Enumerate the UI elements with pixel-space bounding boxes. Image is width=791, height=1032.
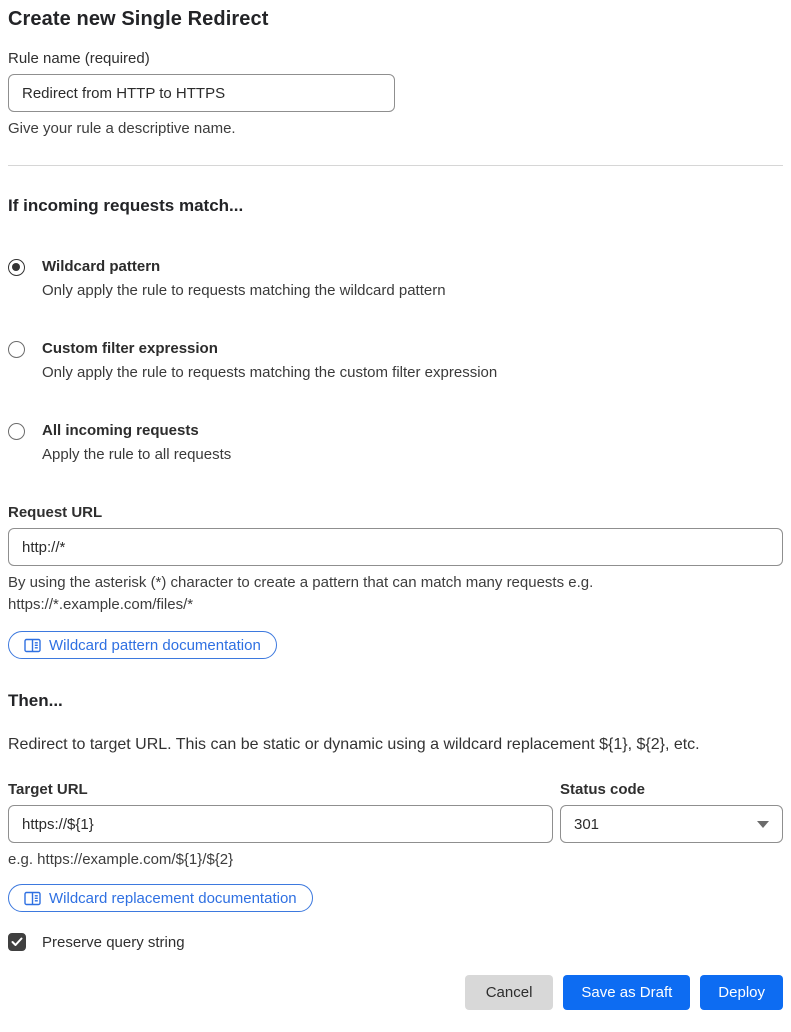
target-url-input[interactable] bbox=[8, 805, 553, 843]
section-divider bbox=[8, 165, 783, 166]
checkbox-icon[interactable] bbox=[8, 933, 26, 951]
doc-button-label: Wildcard pattern documentation bbox=[49, 636, 261, 654]
checkmark-icon bbox=[11, 937, 23, 947]
radio-icon[interactable] bbox=[8, 341, 25, 358]
book-open-icon bbox=[24, 891, 41, 906]
cancel-button[interactable]: Cancel bbox=[465, 975, 554, 1010]
match-section-heading: If incoming requests match... bbox=[8, 196, 244, 215]
wildcard-replacement-doc-button[interactable] bbox=[8, 884, 313, 912]
status-code-value: 301 bbox=[574, 815, 600, 833]
radio-option-description: Only apply the rule to requests matching the custom filter expression bbox=[42, 364, 498, 381]
then-section-heading: Then... bbox=[8, 691, 63, 710]
radio-option-label: Custom filter expression bbox=[42, 340, 218, 357]
radio-option-wildcard-pattern[interactable] bbox=[8, 256, 783, 301]
page-title: Create new Single Redirect bbox=[8, 8, 269, 30]
preserve-query-row[interactable] bbox=[8, 933, 783, 951]
radio-icon[interactable] bbox=[8, 259, 25, 276]
target-url-help: e.g. https://example.com/${1}/${2} bbox=[8, 851, 234, 868]
deploy-button[interactable]: Deploy bbox=[700, 975, 783, 1010]
radio-option-label: All incoming requests bbox=[42, 422, 199, 439]
radio-option-label: Wildcard pattern bbox=[42, 258, 161, 275]
status-code-select[interactable] bbox=[560, 805, 783, 843]
doc-button-label: Wildcard replacement documentation bbox=[49, 889, 297, 907]
radio-option-custom-filter[interactable] bbox=[8, 338, 783, 383]
radio-icon[interactable] bbox=[8, 423, 25, 440]
radio-option-all-requests[interactable] bbox=[8, 420, 783, 465]
radio-option-description: Apply the rule to all requests bbox=[42, 446, 232, 463]
status-code-label: Status code bbox=[560, 781, 646, 798]
rule-name-input[interactable] bbox=[8, 74, 395, 112]
request-url-input[interactable] bbox=[8, 528, 783, 566]
request-url-label: Request URL bbox=[8, 504, 103, 521]
preserve-query-label: Preserve query string bbox=[42, 933, 185, 951]
book-open-icon bbox=[24, 638, 41, 653]
rule-name-label: Rule name (required) bbox=[8, 50, 150, 67]
form-actions bbox=[8, 975, 783, 1010]
wildcard-pattern-doc-button[interactable] bbox=[8, 631, 277, 659]
radio-option-description: Only apply the rule to requests matching the wildcard pattern bbox=[42, 282, 446, 299]
chevron-down-icon bbox=[757, 821, 769, 828]
rule-name-help: Give your rule a descriptive name. bbox=[8, 120, 236, 137]
save-as-draft-button[interactable]: Save as Draft bbox=[563, 975, 690, 1010]
request-url-help: By using the asterisk (*) character to create a pattern that can match many requests e.g. https://*.example.com/files/* bbox=[8, 574, 594, 613]
target-url-label: Target URL bbox=[8, 781, 88, 798]
then-description: Redirect to target URL. This can be static or dynamic using a wildcard replacement ${1}, ${2}, etc. bbox=[8, 736, 700, 753]
